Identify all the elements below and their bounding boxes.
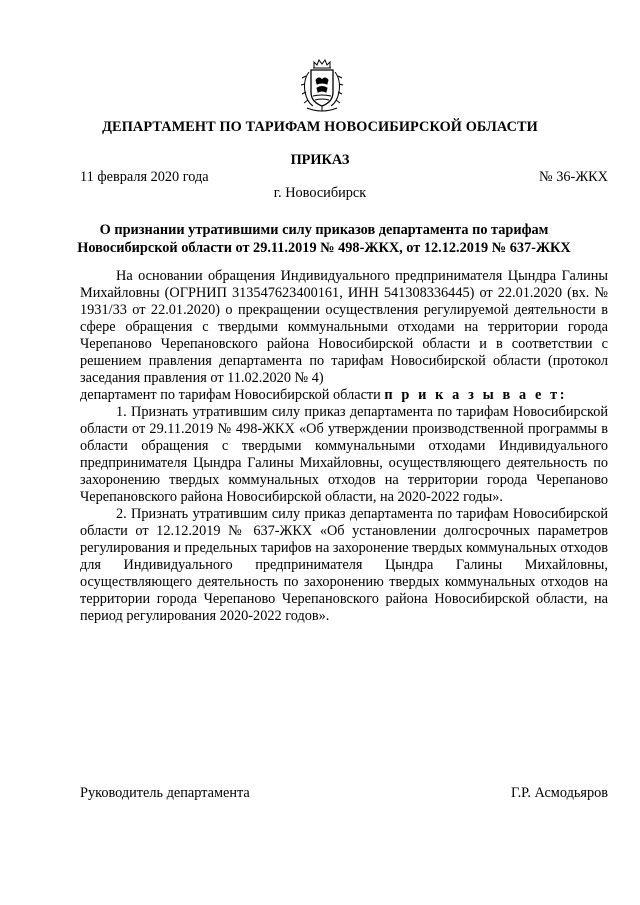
title-line-1: О признании утратившими силу приказов департамента по тарифам — [99, 222, 549, 238]
document-type: ПРИКАЗ — [290, 152, 350, 168]
order-word: п р и к а з ы в а е т: — [384, 387, 568, 403]
document-title — [40, 222, 608, 257]
document-body — [80, 268, 608, 625]
document-number: № 36-ЖКХ — [539, 169, 608, 185]
order-item-1: 1. Признать утратившим силу приказ департамента по тарифам Новосибирской области от 29.11.2019 № 498-ЖКХ «Об утверждении производственной программы в области обращения с твердыми коммунальными отходами Индивидуального предпринимателя Цындра Галины Михайловны, осуществляющего деятельность по захоронению твердых коммунальных отходов на территории города Черепаново Черепановского района Новосибирской области, на 2020-2022 годы». — [80, 404, 608, 505]
signatory-name: Г.Р. Асмодьяров — [510, 785, 608, 801]
order-item-2: 2. Признать утратившим силу приказ департамента по тарифам Новосибирской области от 12.12.2019 № 637-ЖКХ «Об установлении долгосрочных параметров регулирования и предельных тарифов на захоронение твердых коммунальных отходов для Индивидуального предпринимателя Цындра Галины Михайловны, осуществляющего деятельность по захоронению твердых коммунальных отходов на территории города Черепаново Черепановского района Новосибирской области, на период регулирования 2020-2022 годов». — [80, 506, 608, 624]
department-name: ДЕПАРТАМЕНТ ПО ТАРИФАМ НОВОСИБИРСКОЙ ОБЛАСТИ — [102, 119, 538, 135]
signatory-position: Руководитель департамента — [80, 785, 250, 801]
coat-of-arms-icon — [299, 58, 345, 114]
order-paragraph — [80, 387, 608, 404]
preamble-paragraph: На основании обращения Индивидуального предпринимателя Цындра Галины Михайловны (ОГРНИП 313547623400161, ИНН 541308336445) от 22.01.2020 (вх. № 1931/33 от 22.01.2020) о прекращении осуществления регулируемой деятельности в сфере обращения с твердыми коммунальными отходами на территории города Черепаново Черепановского района Новосибирской области и в соответствии с решением правления департамента по тарифам Новосибирской области (протокол заседания правления от 11.02.2020 № 4) — [80, 268, 608, 386]
order-intro: департамент по тарифам Новосибирской области — [80, 387, 381, 403]
document-city: г. Новосибирск — [273, 185, 367, 201]
document-date: 11 февраля 2020 года — [80, 169, 209, 185]
title-line-2: Новосибирской области от 29.11.2019 № 498-ЖКХ, от 12.12.2019 № 637-ЖКХ — [77, 239, 571, 256]
